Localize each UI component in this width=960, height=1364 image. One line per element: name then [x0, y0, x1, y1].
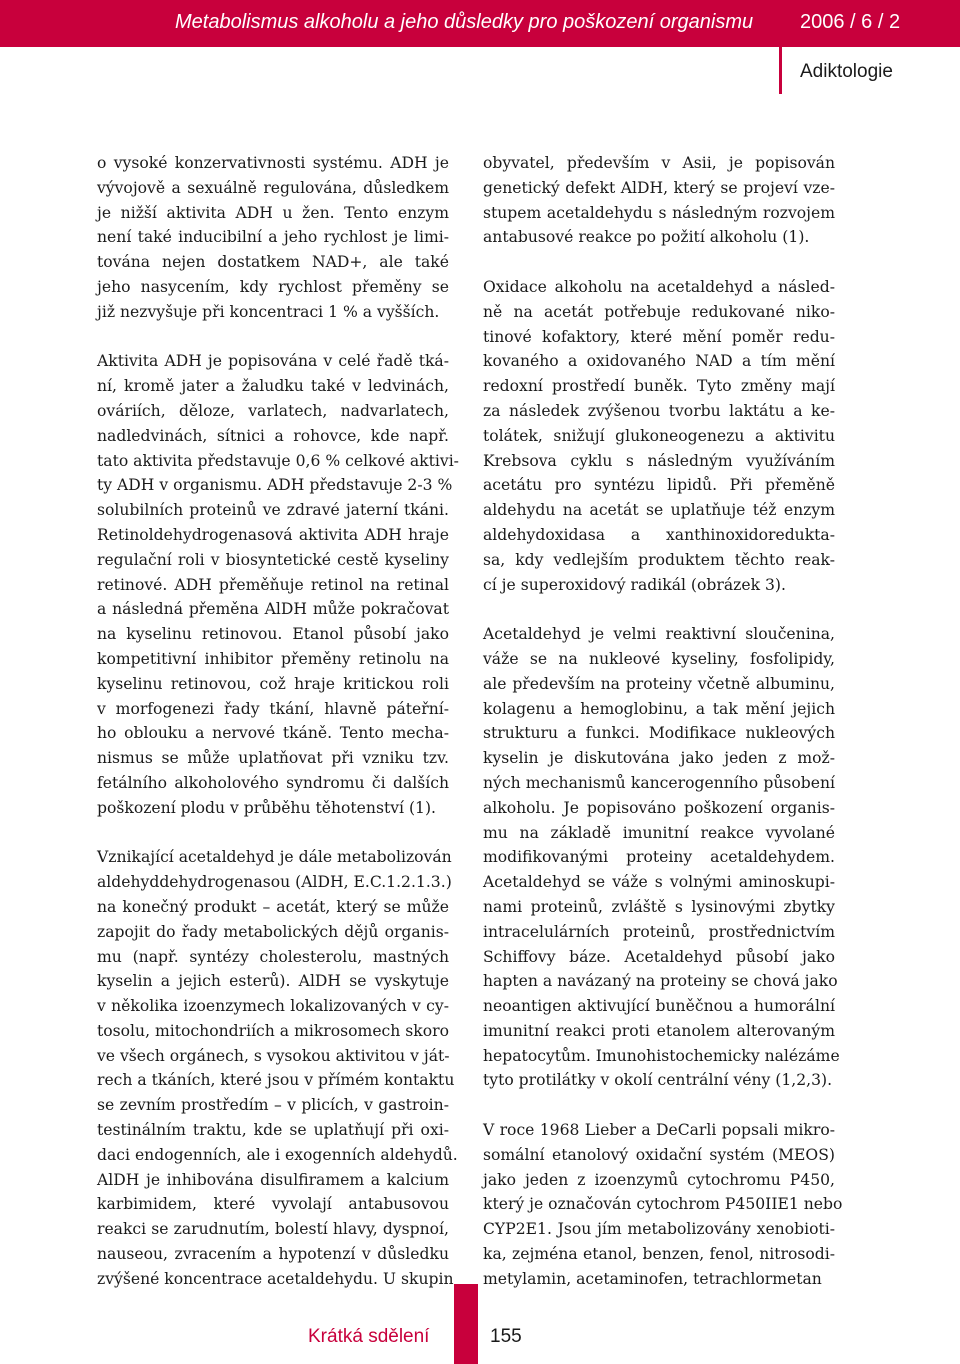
text-line: již nezvyšuje při koncentraci 1 % a vyšších. [97, 302, 440, 321]
text-line: kyselin a jejich esterů). AlDH se vyskytuje [97, 972, 449, 991]
paragraph [97, 349, 459, 820]
right-column [483, 151, 843, 1316]
text-line: ty ADH v organismu. ADH představuje 2-3 % [97, 476, 453, 495]
text-line: intracelulárních proteinů, prostřednictvím [483, 922, 835, 941]
text-line: na konečný produkt – acetát, který se může [97, 897, 449, 916]
text-line: alkoholu. Je popisováno poškození organis- [483, 798, 835, 817]
text-line: genetický defekt AlDH, který se projeví vze- [483, 178, 835, 197]
text-line: nismus se může uplatňovat při vzniku tzv. [97, 749, 449, 768]
text-line: redoxní prostředí buněk. Tyto změny mají [483, 377, 835, 396]
text-line: za následek zvýšenou tvorbu laktátu a ke- [483, 401, 835, 420]
text-line: karbimidem, které vyvolají antabusovou [97, 1195, 449, 1214]
running-title: Metabolismus alkoholu a jeho důsledky pro poškození organismu [175, 11, 754, 33]
text-line: hepatocytům. Imunohistochemicky nalézáme [483, 1046, 840, 1065]
text-line: ve všech orgánech, s vysokou aktivitou v ját- [97, 1046, 450, 1065]
left-column [97, 151, 459, 1316]
text-line: Retinoldehydrogenasová aktivita ADH hraje [97, 525, 449, 544]
text-line: a následná přeměna AlDH může pokračovat [97, 600, 449, 619]
text-line: obyvatel, především v Asii, je popisován [483, 154, 835, 172]
text-line: ka, zejména etanol, benzen, fenol, nitrosodi- [483, 1245, 835, 1264]
text-line: kyselin je diskutována jako jeden z mož- [483, 749, 835, 768]
text-line: ováriích, děloze, varlatech, nadvarlatech, [97, 401, 449, 420]
text-line: solubilních proteinů ve zdravé jaterní tkáni. [97, 501, 449, 520]
text-line: testinálním traktu, kde se uplatňují při oxi- [97, 1121, 449, 1140]
text-line: vývojově a sexuálně regulována, důsledkem [97, 178, 449, 197]
text-line: antabusové reakce po požití alkoholu (1). [483, 228, 810, 247]
text-line: fetálního alkoholového syndromu či dalších [97, 773, 449, 792]
text-line: tolátek, snižují glukoneogenezu a aktivitu [483, 426, 835, 445]
header-divider [779, 0, 782, 94]
text-line: Vznikající acetaldehyd je dále metabolizován [97, 848, 452, 867]
paragraph [483, 275, 835, 597]
paragraph [483, 151, 835, 250]
text-line: v několika izoenzymech lokalizovaných v cy- [97, 997, 449, 1016]
text-line: kyselinu retinovou, což hraje kritickou roli [97, 674, 449, 693]
text-line: mu (např. syntézy cholesterolu, mastných [97, 947, 449, 966]
text-line: se zevním prostředím – v plicích, v gastroin- [97, 1096, 449, 1115]
text-line: tosolu, mitochondriích a mikrosomech skoro [97, 1021, 449, 1040]
text-line: imunitní reakci proti etanolem alterovaným [483, 1021, 835, 1040]
text-line: stupem acetaldehydu s následným rozvojem [483, 203, 835, 222]
text-line: metylamin, acetaminofen, tetrachlormetan [483, 1269, 822, 1288]
text-line: Schiffovy báze. Acetaldehyd působí jako [483, 947, 835, 966]
text-line: retinové. ADH přeměňuje retinol na retinal [97, 575, 449, 594]
text-line: hapten a navázaný na proteiny se chová jako [483, 972, 838, 991]
text-line: V roce 1968 Lieber a DeCarli popsali mikro- [483, 1121, 835, 1140]
text-line: mu na základě imunitní reakce vyvolané [483, 823, 835, 842]
text-line: poškození plodu v průběhu těhotenství (1). [97, 798, 437, 817]
text-line: AlDH je inhibována disulfiramem a kalcium [97, 1170, 449, 1189]
text-line: Aktivita ADH je popisována v celé řadě tká- [97, 352, 449, 371]
text-line: ho oblouku a nervové tkáně. Tento mecha- [97, 724, 449, 743]
text-line: CYP2E1. Jsou jím metabolizovány xenobioti- [483, 1220, 835, 1239]
text-line: jeho nasycením, kdy rychlost přeměny se [97, 277, 449, 296]
journal-name: Adiktologie [800, 61, 893, 82]
text-line: Acetaldehyd je velmi reaktivní sloučenina, [483, 625, 835, 644]
paragraph [483, 1118, 843, 1292]
paragraph [483, 622, 840, 1093]
text-line: není také inducibilní a jeho rychlost je limi- [97, 228, 449, 247]
text-line: o vysoké konzervativnosti systému. ADH je [97, 154, 449, 172]
text-line: kompetitivní inhibitor přeměny retinolu na [97, 649, 449, 668]
text-line: somální etanolový oxidační systém (MEOS) [483, 1145, 835, 1164]
text-line: cí je superoxidový radikál (obrázek 3). [483, 575, 786, 594]
footer-accent-block [454, 1284, 478, 1364]
text-line: ně na acetát potřebuje redukované niko- [483, 302, 835, 321]
text-line: aldehyddehydrogenasou (AlDH, E.C.1.2.1.3.) [97, 873, 452, 892]
text-line: ných mechanismů kancerogenního působení [483, 773, 835, 792]
text-line: ale především na proteiny včetně albuminu, [483, 674, 835, 693]
text-line: acetátu pro syntézu lipidů. Při přeměně [483, 476, 835, 495]
text-line: neoantigen aktivující buněčnou a humorální [483, 997, 835, 1016]
text-line: na kyselinu retinovou. Etanol působí jako [97, 625, 449, 644]
text-line: zvýšené koncentrace acetaldehydu. U skupin [97, 1269, 454, 1288]
paragraph [97, 845, 458, 1291]
text-line: kolagenu a hemoglobinu, a tak mění jejich [483, 699, 835, 718]
text-line: reakci se zarudnutím, bolestí hlavy, dyspnoí, [97, 1220, 449, 1239]
text-line: nami proteinů, zvláště s lysinovými zbytky [483, 897, 835, 916]
text-line: váže se na nukleové kyseliny, fosfolipidy, [483, 649, 835, 668]
text-line: nadledvinách, sítnici a rohovce, kde např. [97, 426, 449, 445]
text-line: Krebsova cyklu s následným využíváním [483, 451, 835, 470]
section-label: Krátká sdělení [308, 1326, 430, 1347]
text-line: tována nejen dostatkem NAD+, ale také [97, 253, 449, 272]
text-line: v morfogenezi řady tkání, hlavně páteřní- [97, 699, 449, 718]
text-line: tyto protilátky v okolí centrální vény (1,2,3). [483, 1071, 833, 1090]
text-line: je nižší aktivita ADH u žen. Tento enzym [97, 203, 449, 222]
text-line: kovaného a oxidovaného NAD a tím mění [483, 352, 835, 371]
paragraph [97, 151, 449, 325]
text-line: jako jeden z izoenzymů cytochromu P450, [483, 1170, 835, 1189]
text-line: strukturu a funkci. Modifikace nukleových [483, 724, 835, 743]
text-line: tato aktivita představuje 0,6 % celkové aktivi- [97, 451, 459, 470]
text-line: tinové kofaktory, které mění poměr redu- [483, 327, 835, 346]
text-line: daci endogenních, ale i exogenních aldehydů. [97, 1145, 458, 1164]
text-line: ní, kromě jater a žaludku také v ledvinách, [97, 377, 449, 396]
text-line: rech a tkáních, které jsou v přímém kontaktu [97, 1071, 455, 1090]
text-line: aldehydoxidasa a xanthinoxidoredukta- [483, 525, 835, 544]
text-line: nauseou, zvracením a hypotenzí v důsledku [97, 1245, 449, 1264]
text-line: zapojit do řady metabolických dějů organis- [97, 922, 449, 941]
text-line: aldehydu na acetát se uplatňuje též enzym [483, 501, 835, 520]
text-line: Oxidace alkoholu na acetaldehyd a násled- [483, 277, 835, 296]
issue-number: 2006 / 6 / 2 [800, 11, 901, 33]
page-number: 155 [490, 1326, 522, 1347]
text-line: který je označován cytochrom P450IIE1 nebo [483, 1195, 843, 1214]
text-line: regulační roli v biosyntetické cestě kyseliny [97, 550, 449, 569]
text-line: Acetaldehyd se váže s volnými aminoskupi- [483, 873, 835, 892]
text-line: modifikovanými proteiny acetaldehydem. [483, 848, 835, 867]
text-line: sa, kdy vedlejším produktem těchto reak- [483, 550, 835, 569]
